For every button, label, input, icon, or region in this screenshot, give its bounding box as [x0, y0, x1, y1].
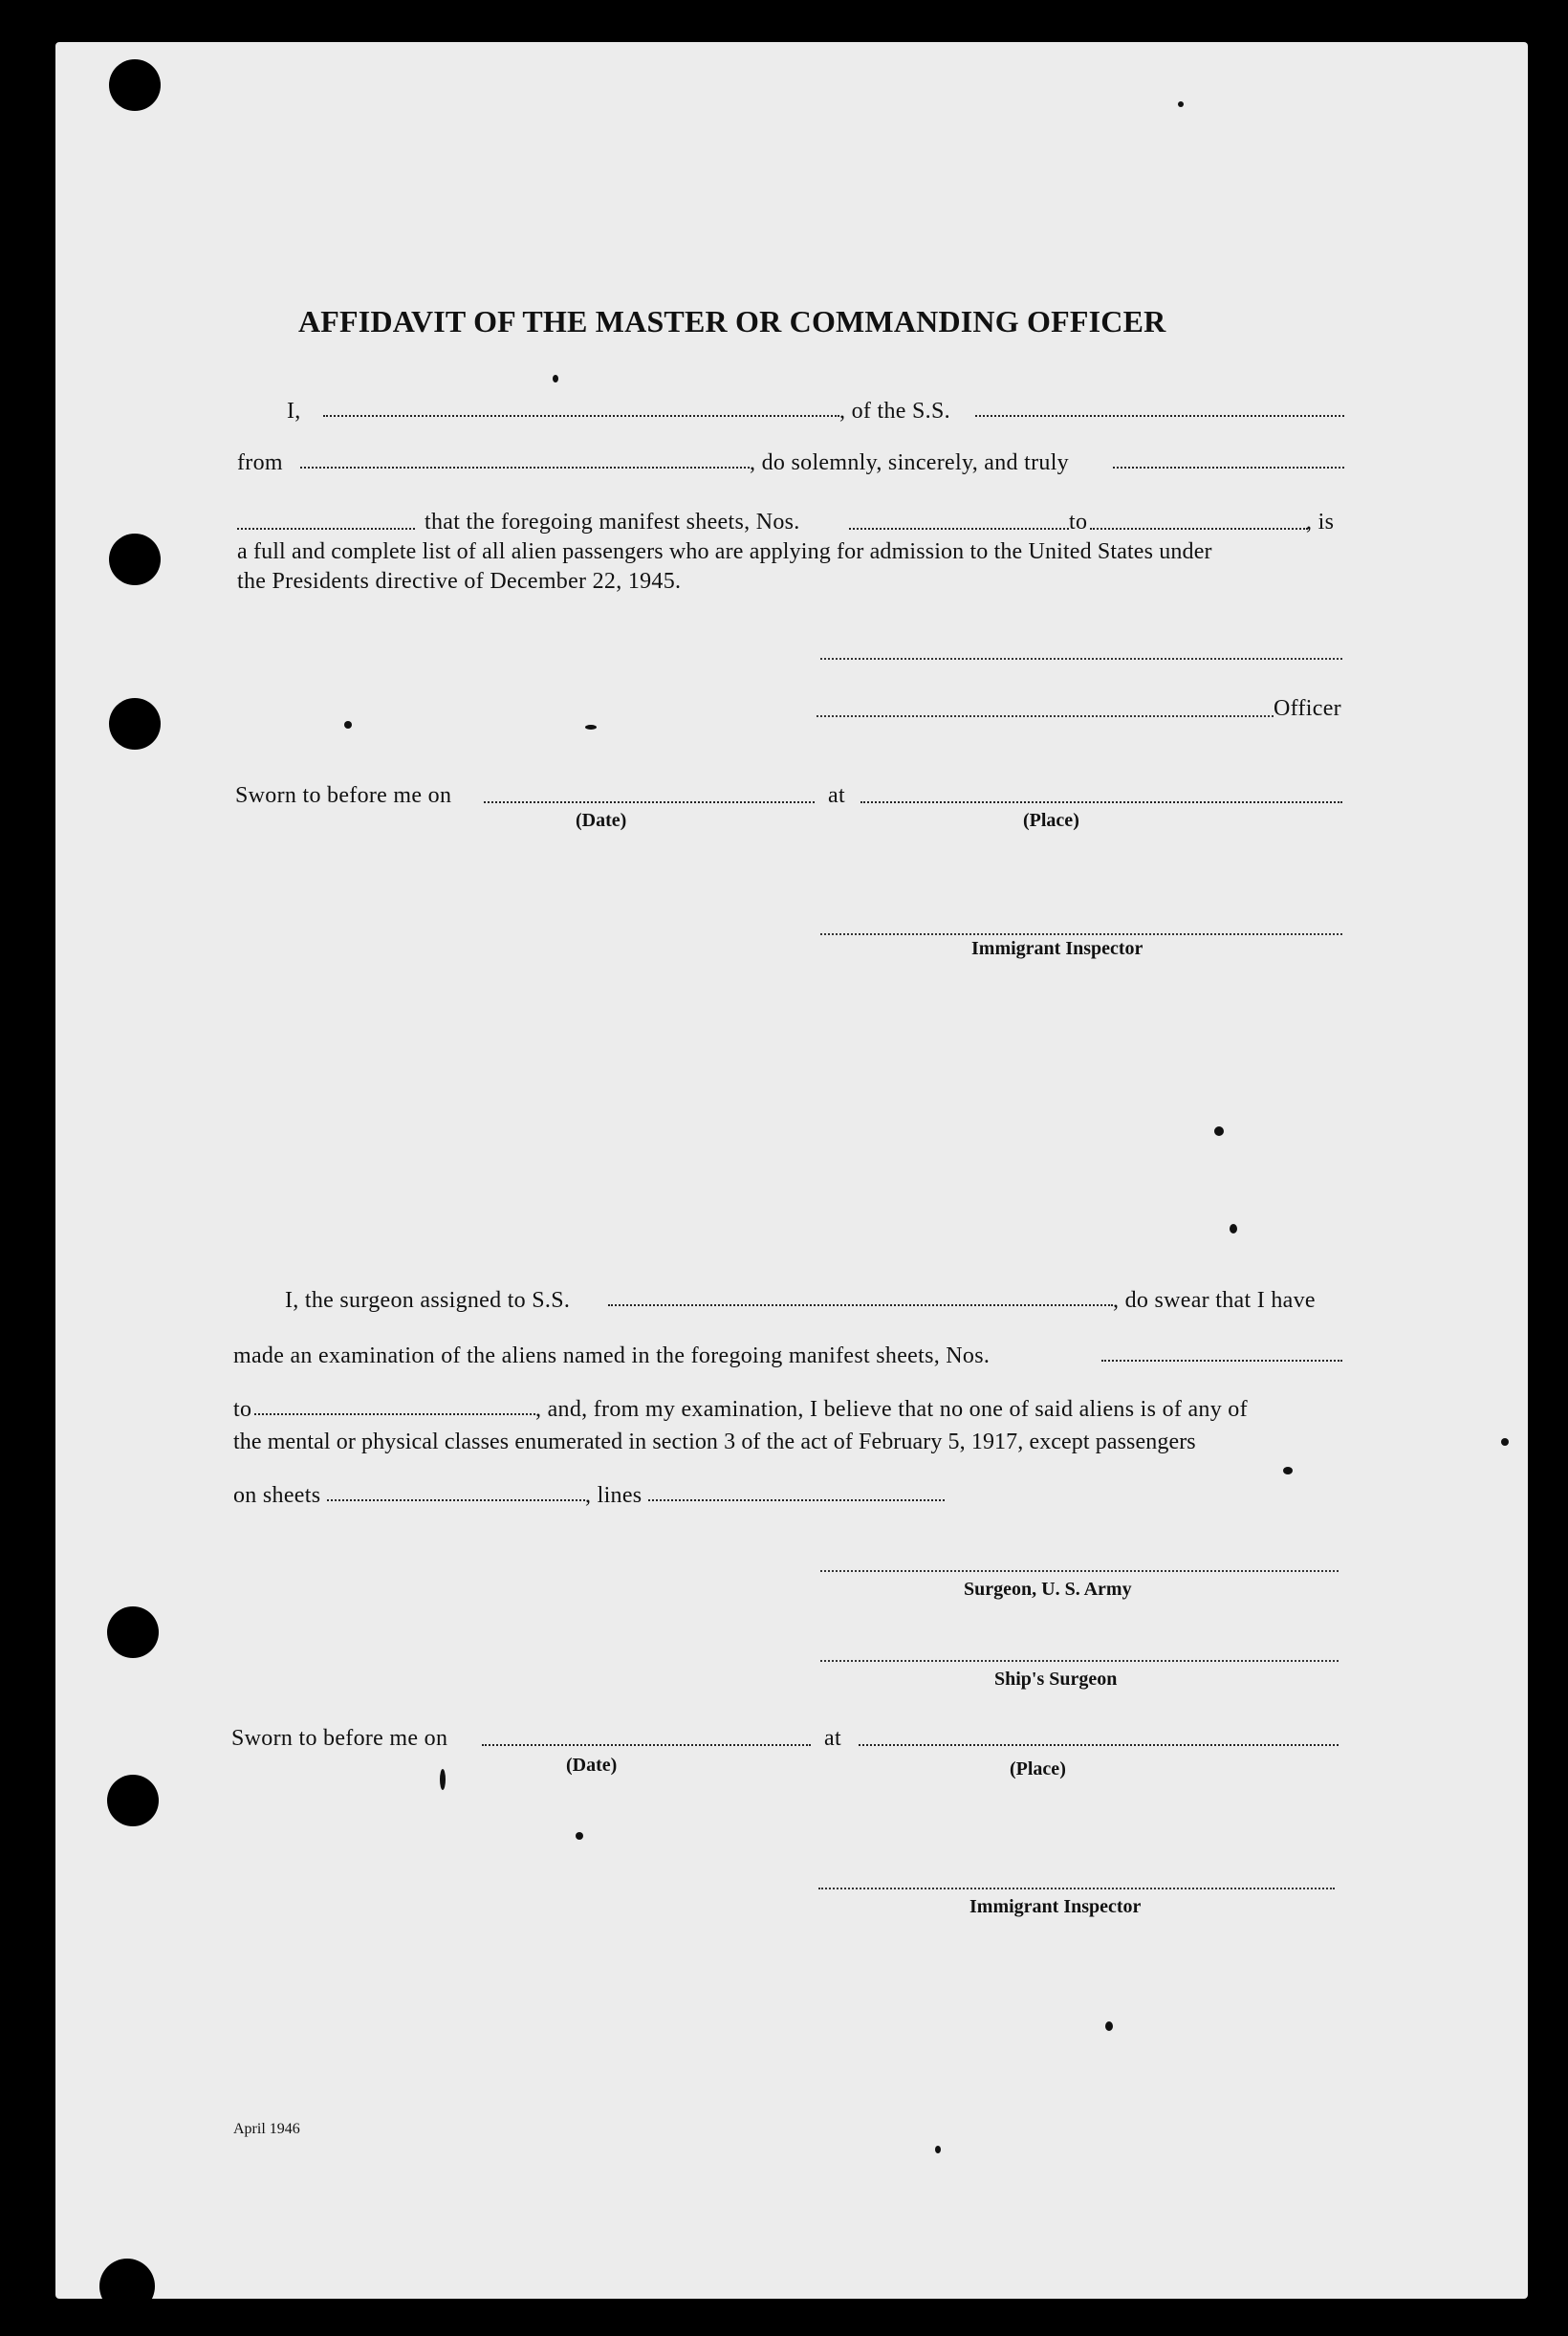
except-lines-field[interactable]: [648, 1499, 945, 1501]
label-solemnly: , do solemnly, sincerely, and truly: [750, 450, 1069, 475]
ship-surgeon-caption: Ship's Surgeon: [994, 1669, 1118, 1690]
ink-speck: [1105, 2021, 1113, 2031]
master-name-field[interactable]: [323, 415, 839, 417]
label-sworn: Sworn to before me on: [235, 783, 452, 808]
ink-speck: [1230, 1224, 1237, 1233]
punch-hole: [107, 1775, 159, 1826]
ship-name-field[interactable]: [975, 415, 1344, 417]
sheets-from-field[interactable]: [849, 528, 1069, 530]
ink-speck: [344, 721, 352, 729]
statement-line-4: a full and complete list of all alien passengers who are applying for admission to the United States under: [237, 539, 1212, 564]
ship-surgeon-signature-line[interactable]: [820, 1660, 1339, 1662]
label-to: to: [1069, 510, 1088, 535]
label-surgeon-at: at: [824, 1726, 841, 1751]
ink-speck: [585, 725, 597, 730]
sheets-to-field[interactable]: [1090, 528, 1308, 530]
officer-signature-line[interactable]: [817, 715, 1274, 717]
form-sheet: [55, 42, 1528, 2299]
label-is: , is: [1306, 510, 1335, 535]
ink-speck: [1501, 1438, 1509, 1446]
form-date: April 1946: [233, 2121, 300, 2137]
punch-hole: [107, 1606, 159, 1658]
punch-hole: [109, 59, 161, 111]
inspector-signature-line[interactable]: [820, 933, 1342, 935]
label-i: I,: [287, 399, 301, 424]
surgeon-immigrant-inspector-caption: Immigrant Inspector: [969, 1896, 1142, 1917]
ink-speck: [553, 375, 558, 382]
surgeon-line-3: , and, from my examination, I believe that no one of said aliens is of any of: [535, 1397, 1248, 1422]
label-surgeon-sworn: Sworn to before me on: [231, 1726, 448, 1751]
label-lines: , lines: [585, 1483, 642, 1508]
army-surgeon-caption: Surgeon, U. S. Army: [964, 1579, 1132, 1600]
surgeon-line-2: made an examination of the aliens named in the foregoing manifest sheets, Nos.: [233, 1343, 991, 1368]
from-port-field[interactable]: [300, 467, 750, 469]
label-officer: Officer: [1274, 696, 1341, 721]
ink-speck: [1214, 1126, 1224, 1136]
ink-speck: [1178, 101, 1184, 107]
label-from: from: [237, 450, 283, 475]
surgeon-line-1b: , do swear that I have: [1113, 1288, 1316, 1313]
surgeon-sheets-to-field[interactable]: [254, 1413, 535, 1415]
ink-speck: [1283, 1467, 1293, 1474]
form-title: AFFIDAVIT OF THE MASTER OR COMMANDING OFFICER: [298, 304, 1166, 338]
ink-speck: [440, 1769, 446, 1790]
surgeon-place-caption: (Place): [1010, 1758, 1066, 1779]
surgeon-line-4: the mental or physical classes enumerated in section 3 of the act of February 5, 1917, except passengers: [233, 1430, 1196, 1454]
surgeon-ship-field[interactable]: [608, 1304, 1113, 1306]
ink-speck: [935, 2146, 941, 2153]
surgeon-sheets-field[interactable]: [1101, 1360, 1342, 1362]
signature-line[interactable]: [820, 658, 1342, 660]
punch-hole: [99, 2259, 155, 2314]
surgeon-inspector-signature-line[interactable]: [818, 1888, 1335, 1889]
label-at: at: [828, 783, 845, 808]
oath-type-field[interactable]: [1113, 467, 1344, 469]
surgeon-sworn-place-field[interactable]: [859, 1744, 1339, 1746]
ink-speck: [576, 1832, 583, 1840]
army-surgeon-signature-line[interactable]: [820, 1570, 1339, 1572]
immigrant-inspector-caption: Immigrant Inspector: [971, 938, 1143, 959]
label-of-ss: , of the S.S.: [839, 399, 950, 424]
sworn-place-field[interactable]: [860, 801, 1342, 803]
date-caption: (Date): [576, 810, 627, 831]
label-on-sheets: on sheets: [233, 1483, 321, 1508]
surgeon-line-1a: I, the surgeon assigned to S.S.: [285, 1288, 571, 1313]
surgeon-date-caption: (Date): [566, 1755, 618, 1776]
punch-hole: [109, 534, 161, 585]
surgeon-sworn-date-field[interactable]: [482, 1744, 811, 1746]
except-sheets-field[interactable]: [327, 1499, 585, 1501]
sworn-date-field[interactable]: [484, 801, 815, 803]
statement-line-5: the Presidents directive of December 22, 1945.: [237, 569, 682, 594]
place-caption: (Place): [1023, 810, 1079, 831]
oath-verb-field[interactable]: [237, 528, 415, 530]
punch-hole: [109, 698, 161, 750]
label-surgeon-to: to: [233, 1397, 252, 1422]
label-manifest-sheets: that the foregoing manifest sheets, Nos.: [425, 510, 800, 535]
